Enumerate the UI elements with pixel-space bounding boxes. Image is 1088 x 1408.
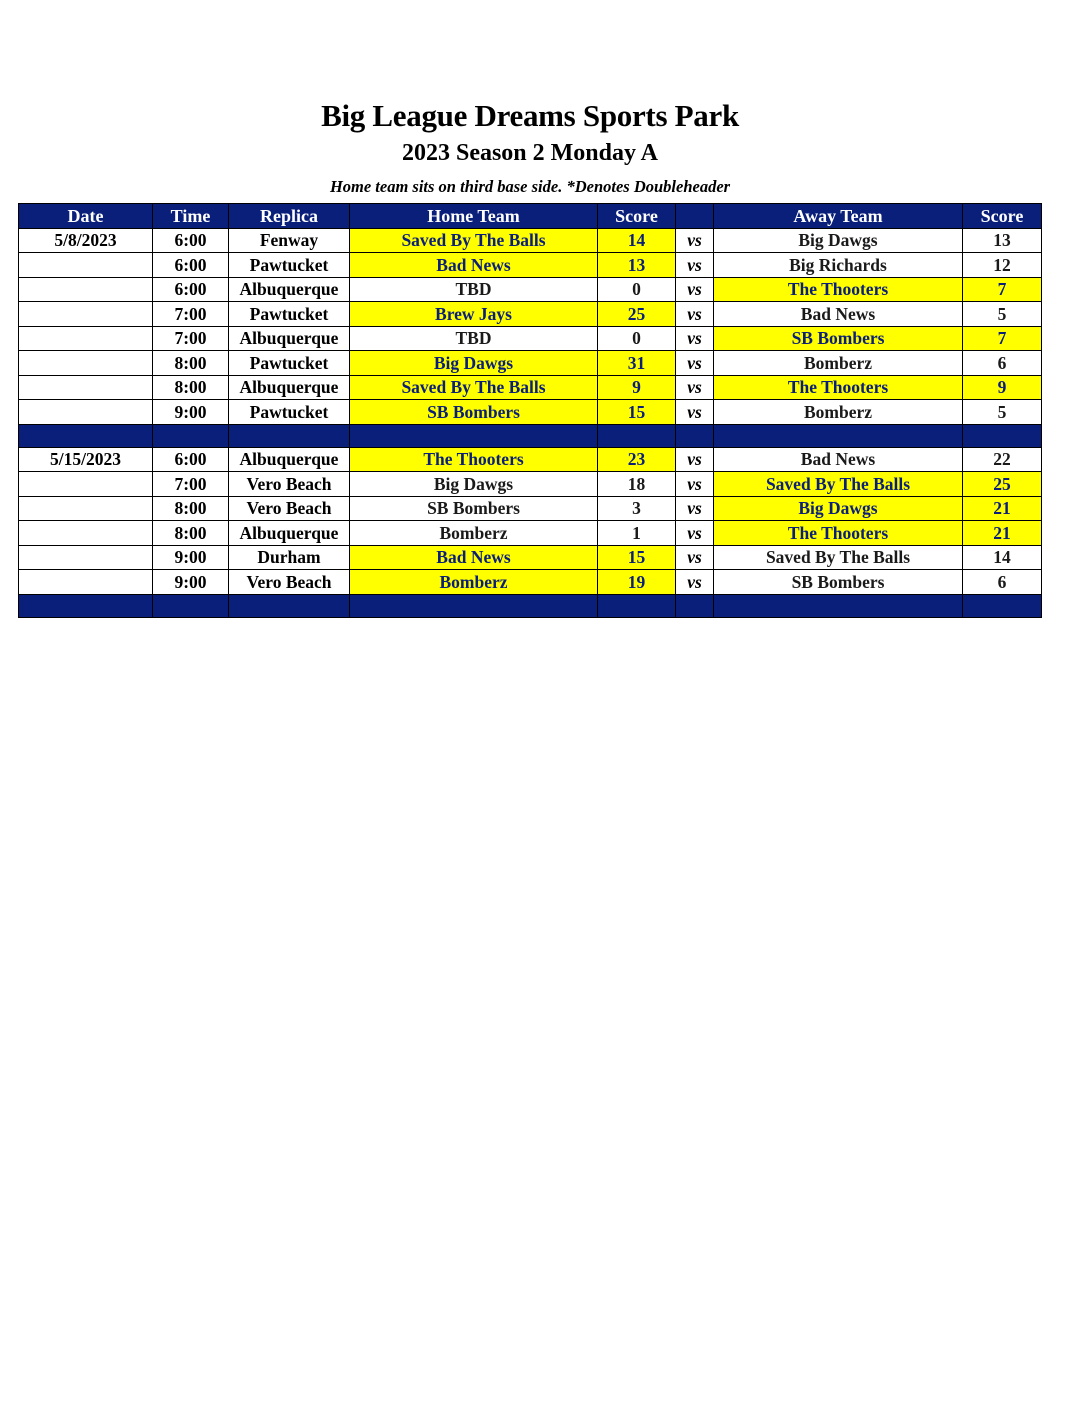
away-team-cell: Bomberz — [714, 400, 963, 425]
game-row — [19, 326, 1042, 351]
vs-cell: vs — [676, 375, 714, 400]
separator-cell — [229, 424, 350, 447]
vs-cell: vs — [676, 326, 714, 351]
col-header-home-team: Home Team — [350, 204, 598, 229]
date-cell — [19, 545, 153, 570]
separator-cell — [598, 424, 676, 447]
schedule-body — [19, 228, 1042, 617]
replica-cell: Albuquerque — [229, 375, 350, 400]
separator-cell — [153, 424, 229, 447]
away-team-cell: The Thooters — [714, 521, 963, 546]
date-cell — [19, 253, 153, 278]
col-header-away-score: Score — [963, 204, 1042, 229]
home-team-cell: Bad News — [350, 253, 598, 278]
replica-cell: Pawtucket — [229, 253, 350, 278]
vs-cell: vs — [676, 447, 714, 472]
vs-cell: vs — [676, 472, 714, 497]
schedule-table — [18, 203, 1042, 618]
replica-cell: Albuquerque — [229, 277, 350, 302]
home-score-cell: 0 — [598, 326, 676, 351]
away-team-cell: The Thooters — [714, 375, 963, 400]
away-score-cell: 22 — [963, 447, 1042, 472]
home-score-cell: 23 — [598, 447, 676, 472]
separator-cell — [598, 594, 676, 617]
vs-cell: vs — [676, 351, 714, 376]
vs-cell: vs — [676, 570, 714, 595]
home-score-cell: 14 — [598, 228, 676, 253]
away-score-cell: 12 — [963, 253, 1042, 278]
replica-cell: Vero Beach — [229, 496, 350, 521]
home-team-cell: The Thooters — [350, 447, 598, 472]
away-team-cell: SB Bombers — [714, 326, 963, 351]
date-cell: 5/8/2023 — [19, 228, 153, 253]
replica-cell: Fenway — [229, 228, 350, 253]
away-score-cell: 7 — [963, 277, 1042, 302]
time-cell: 9:00 — [153, 570, 229, 595]
away-score-cell: 21 — [963, 521, 1042, 546]
col-header-time: Time — [153, 204, 229, 229]
away-team-cell: Big Richards — [714, 253, 963, 278]
vs-cell: vs — [676, 521, 714, 546]
home-team-cell: Saved By The Balls — [350, 228, 598, 253]
away-team-cell: Big Dawgs — [714, 496, 963, 521]
time-cell: 7:00 — [153, 302, 229, 327]
away-team-cell: SB Bombers — [714, 570, 963, 595]
home-score-cell: 15 — [598, 400, 676, 425]
away-team-cell: Saved By The Balls — [714, 472, 963, 497]
time-cell: 9:00 — [153, 545, 229, 570]
away-team-cell: Bad News — [714, 302, 963, 327]
time-cell: 9:00 — [153, 400, 229, 425]
separator-cell — [350, 424, 598, 447]
time-cell: 8:00 — [153, 375, 229, 400]
separator-cell — [229, 594, 350, 617]
home-team-cell: SB Bombers — [350, 400, 598, 425]
vs-cell: vs — [676, 253, 714, 278]
time-cell: 7:00 — [153, 326, 229, 351]
home-team-cell: TBD — [350, 277, 598, 302]
col-header-date: Date — [19, 204, 153, 229]
home-score-cell: 18 — [598, 472, 676, 497]
time-cell: 8:00 — [153, 496, 229, 521]
separator-cell — [19, 594, 153, 617]
replica-cell: Vero Beach — [229, 570, 350, 595]
game-row — [19, 472, 1042, 497]
separator-cell — [676, 424, 714, 447]
away-team-cell: Saved By The Balls — [714, 545, 963, 570]
game-row — [19, 253, 1042, 278]
game-row — [19, 521, 1042, 546]
col-header-away-team: Away Team — [714, 204, 963, 229]
away-team-cell: Bad News — [714, 447, 963, 472]
replica-cell: Pawtucket — [229, 400, 350, 425]
home-team-cell: Big Dawgs — [350, 351, 598, 376]
game-row — [19, 400, 1042, 425]
replica-cell: Durham — [229, 545, 350, 570]
vs-cell: vs — [676, 400, 714, 425]
separator-cell — [350, 594, 598, 617]
home-team-cell: Brew Jays — [350, 302, 598, 327]
home-score-cell: 0 — [598, 277, 676, 302]
home-team-cell: Saved By The Balls — [350, 375, 598, 400]
season-subtitle: 2023 Season 2 Monday A — [401, 140, 659, 166]
away-score-cell: 9 — [963, 375, 1042, 400]
date-cell — [19, 496, 153, 521]
away-score-cell: 5 — [963, 302, 1042, 327]
home-score-cell: 31 — [598, 351, 676, 376]
home-team-cell: TBD — [350, 326, 598, 351]
col-header-home-score: Score — [598, 204, 676, 229]
replica-cell: Pawtucket — [229, 351, 350, 376]
separator-row — [19, 594, 1042, 617]
date-cell — [19, 375, 153, 400]
away-team-cell: Big Dawgs — [714, 228, 963, 253]
home-score-cell: 15 — [598, 545, 676, 570]
page-title: Big League Dreams Sports Park — [321, 98, 739, 133]
home-team-cell: Bomberz — [350, 570, 598, 595]
date-cell — [19, 472, 153, 497]
away-score-cell: 14 — [963, 545, 1042, 570]
away-score-cell: 7 — [963, 326, 1042, 351]
home-score-cell: 25 — [598, 302, 676, 327]
time-cell: 6:00 — [153, 228, 229, 253]
away-score-cell: 13 — [963, 228, 1042, 253]
date-cell — [19, 521, 153, 546]
replica-cell: Albuquerque — [229, 521, 350, 546]
away-score-cell: 25 — [963, 472, 1042, 497]
replica-cell: Vero Beach — [229, 472, 350, 497]
header-row — [19, 204, 1042, 229]
game-row — [19, 228, 1042, 253]
time-cell: 7:00 — [153, 472, 229, 497]
home-score-cell: 3 — [598, 496, 676, 521]
vs-cell: vs — [676, 496, 714, 521]
game-row — [19, 447, 1042, 472]
home-team-cell: SB Bombers — [350, 496, 598, 521]
date-cell — [19, 351, 153, 376]
game-row — [19, 496, 1042, 521]
vs-cell: vs — [676, 302, 714, 327]
game-row — [19, 545, 1042, 570]
home-score-cell: 9 — [598, 375, 676, 400]
away-score-cell: 5 — [963, 400, 1042, 425]
vs-cell: vs — [676, 228, 714, 253]
away-score-cell: 6 — [963, 570, 1042, 595]
separator-cell — [676, 594, 714, 617]
replica-cell: Pawtucket — [229, 302, 350, 327]
separator-row — [19, 424, 1042, 447]
time-cell: 6:00 — [153, 253, 229, 278]
date-cell — [19, 277, 153, 302]
game-row — [19, 351, 1042, 376]
date-cell — [19, 302, 153, 327]
time-cell: 8:00 — [153, 351, 229, 376]
home-score-cell: 13 — [598, 253, 676, 278]
separator-cell — [963, 594, 1042, 617]
away-score-cell: 21 — [963, 496, 1042, 521]
date-cell: 5/15/2023 — [19, 447, 153, 472]
away-score-cell: 6 — [963, 351, 1042, 376]
time-cell: 8:00 — [153, 521, 229, 546]
separator-cell — [19, 424, 153, 447]
home-team-cell: Bomberz — [350, 521, 598, 546]
home-team-cell: Bad News — [350, 545, 598, 570]
date-cell — [19, 400, 153, 425]
replica-cell: Albuquerque — [229, 326, 350, 351]
separator-cell — [963, 424, 1042, 447]
game-row — [19, 277, 1042, 302]
home-score-cell: 1 — [598, 521, 676, 546]
separator-cell — [153, 594, 229, 617]
replica-cell: Albuquerque — [229, 447, 350, 472]
game-row — [19, 570, 1042, 595]
vs-cell: vs — [676, 277, 714, 302]
time-cell: 6:00 — [153, 277, 229, 302]
vs-cell: vs — [676, 545, 714, 570]
date-cell — [19, 326, 153, 351]
schedule-note: Home team sits on third base side. *Denotes Doubleheader — [329, 177, 731, 196]
col-header-replica: Replica — [229, 204, 350, 229]
time-cell: 6:00 — [153, 447, 229, 472]
col-header-vs — [676, 204, 714, 229]
away-team-cell: The Thooters — [714, 277, 963, 302]
home-team-cell: Big Dawgs — [350, 472, 598, 497]
game-row — [19, 302, 1042, 327]
game-row — [19, 375, 1042, 400]
home-score-cell: 19 — [598, 570, 676, 595]
separator-cell — [714, 594, 963, 617]
away-team-cell: Bomberz — [714, 351, 963, 376]
date-cell — [19, 570, 153, 595]
separator-cell — [714, 424, 963, 447]
